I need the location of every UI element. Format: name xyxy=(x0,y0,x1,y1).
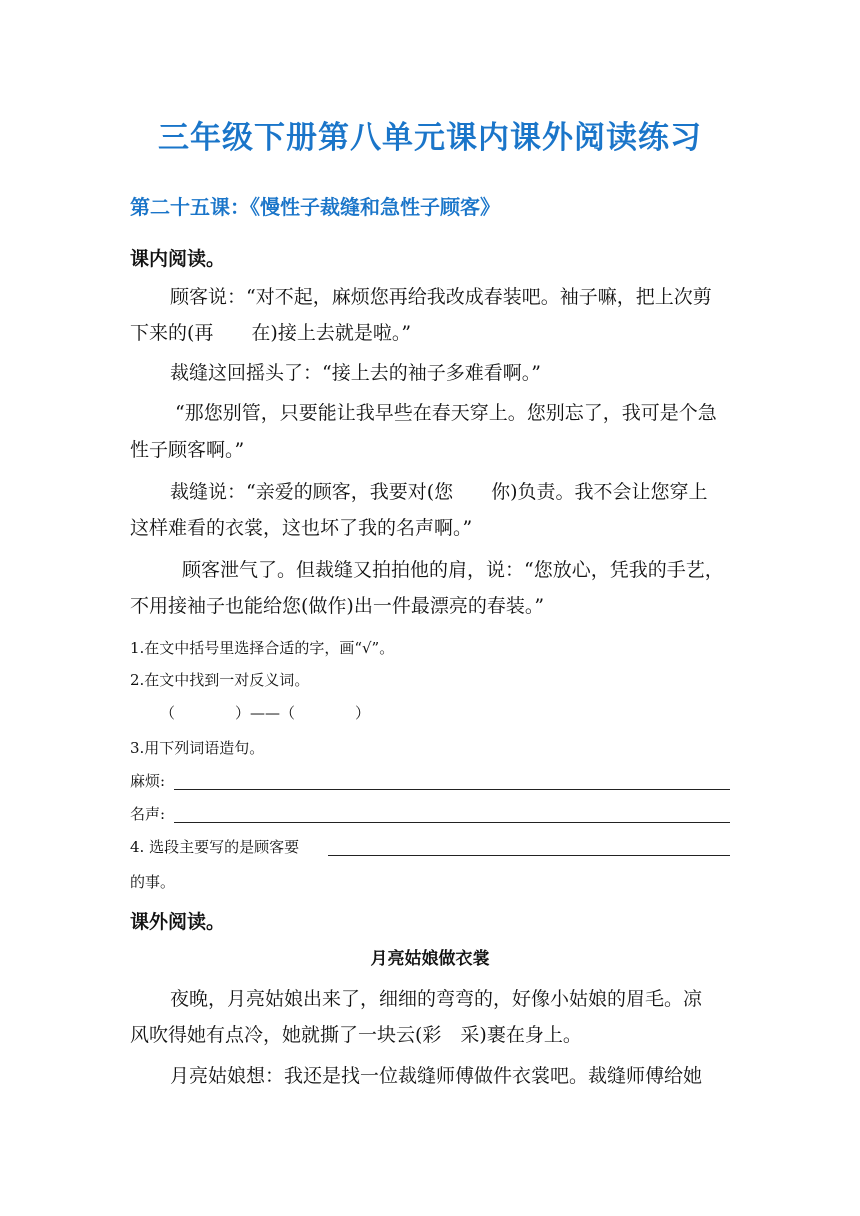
lesson-title: 第二十五课：《慢性子裁缝和急性子顾客》 xyxy=(130,195,500,219)
passage-line: 性子顾客啊。” xyxy=(130,439,245,461)
story-line: 月亮姑娘想：我还是找一位裁缝师傅做件衣裳吧。裁缝师傅给她 xyxy=(170,1065,703,1087)
passage-line: 下来的(再 在)接上去就是啦。” xyxy=(130,322,412,344)
answer-line-4[interactable] xyxy=(328,855,730,856)
sentence-word-1: 麻烦: xyxy=(130,772,166,790)
story-title: 月亮姑娘做衣裳 xyxy=(370,949,490,969)
passage-line: 裁缝这回摇头了：“接上去的袖子多难看啊。” xyxy=(170,362,541,384)
page-title: 三年级下册第八单元课内课外阅读练习 xyxy=(158,120,702,156)
story-line: 风吹得她有点冷，她就撕了一块云(彩 采)裹在身上。 xyxy=(130,1024,582,1046)
in-class-heading: 课内阅读。 xyxy=(130,248,226,270)
passage-line: 顾客泄气了。但裁缝又拍拍他的肩，说：“您放心，凭我的手艺， xyxy=(182,559,724,581)
sentence-word-2: 名声: xyxy=(130,805,166,823)
passage-line: 这样难看的衣裳，这也坏了我的名声啊。” xyxy=(130,517,473,539)
passage-line: 顾客说：“对不起，麻烦您再给我改成春装吧。袖子嘛，把上次剪 xyxy=(170,286,712,308)
answer-line-1[interactable] xyxy=(174,789,730,790)
answer-line-2[interactable] xyxy=(174,822,730,823)
passage-line: 不用接袖子也能给您(做作)出一件最漂亮的春装。” xyxy=(130,595,545,617)
out-class-heading: 课外阅读。 xyxy=(130,911,226,933)
question-4: 4. 选段主要写的是顾客要 xyxy=(130,838,300,856)
passage-line: “那您别管，只要能让我早些在春天穿上。您别忘了，我可是个急 xyxy=(175,402,717,424)
question-3: 3.用下列词语造句。 xyxy=(130,739,265,757)
question-4-end: 的事。 xyxy=(130,873,176,891)
question-1: 1.在文中括号里选择合适的字，画“√”。 xyxy=(130,639,395,657)
antonym-blank[interactable]: （ ）——（ ） xyxy=(160,704,371,722)
question-2: 2.在文中找到一对反义词。 xyxy=(130,671,310,689)
story-line: 夜晚，月亮姑娘出来了，细细的弯弯的，好像小姑娘的眉毛。凉 xyxy=(170,988,703,1010)
passage-line: 裁缝说：“亲爱的顾客，我要对(您 你)负责。我不会让您穿上 xyxy=(170,481,708,503)
